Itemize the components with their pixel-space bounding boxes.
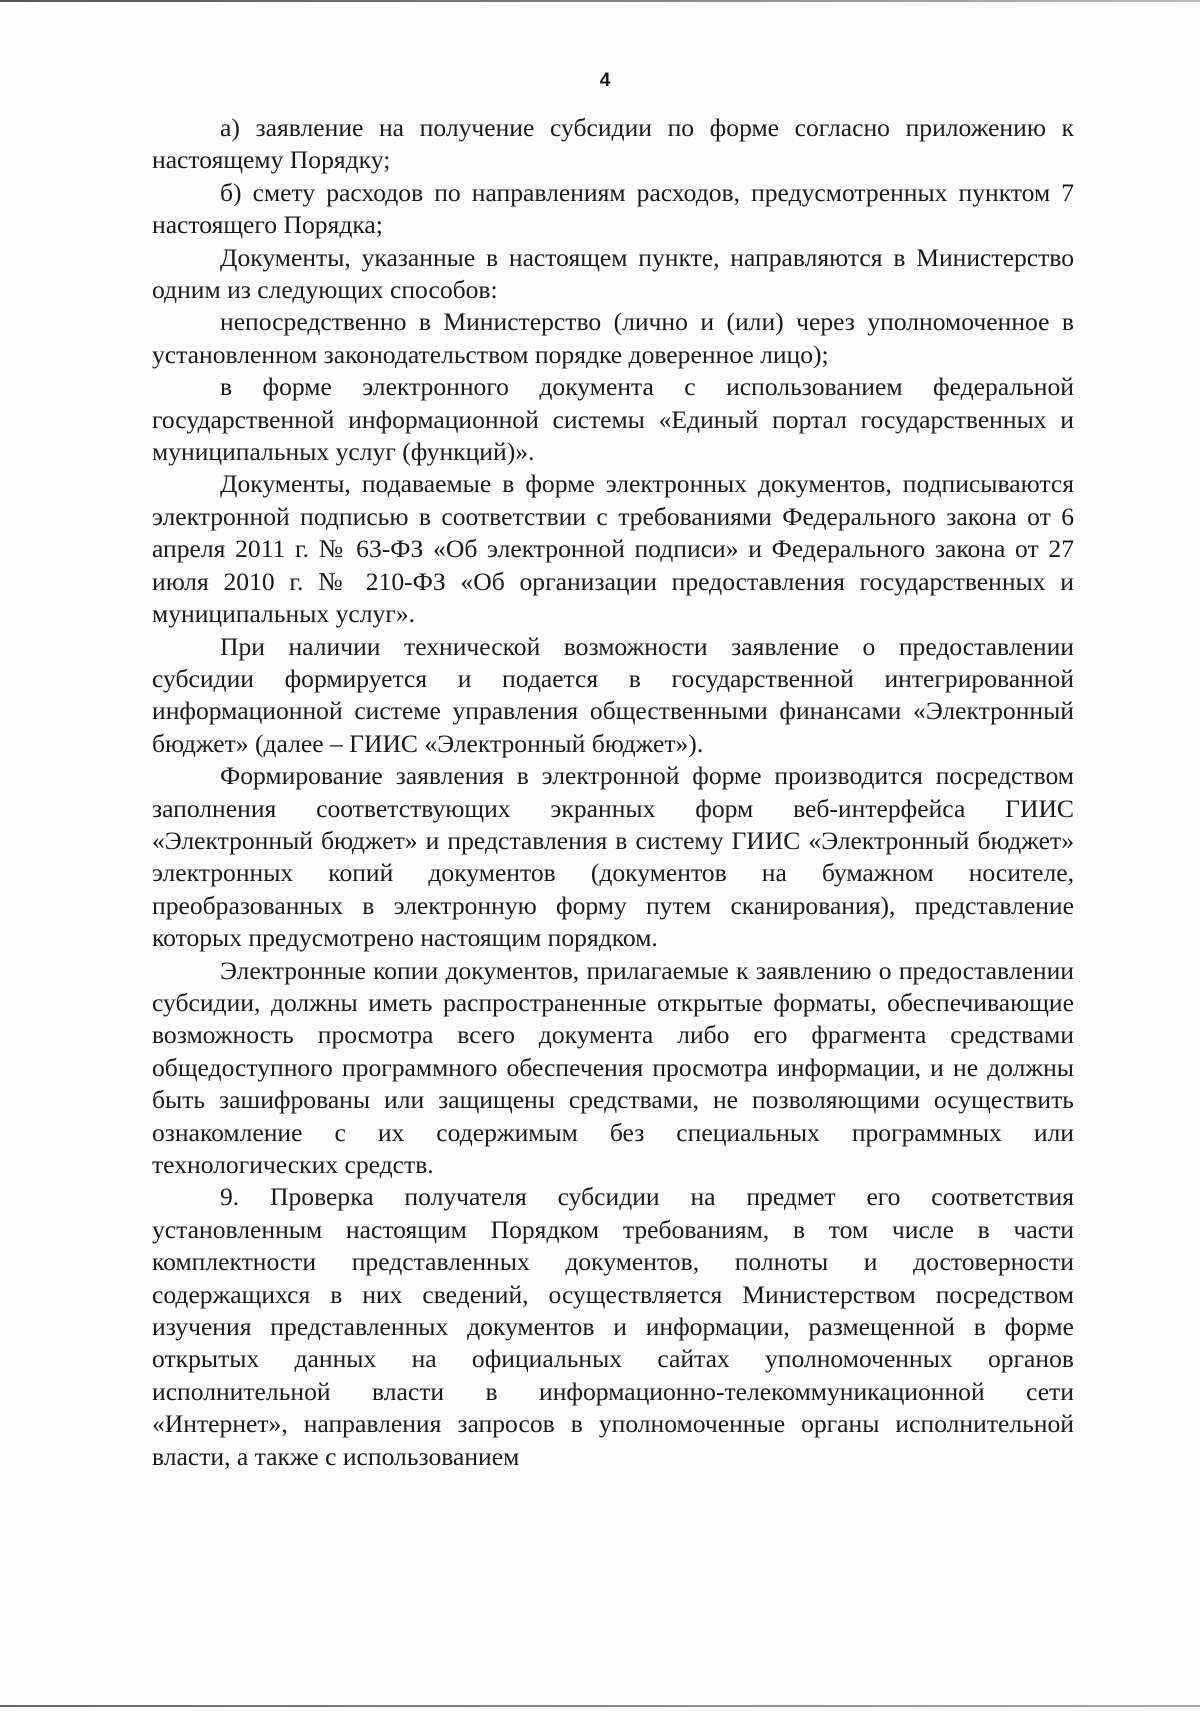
- paragraph-method-direct: непосредственно в Министерство (лично и (или) через уполномоченное в установленном законодательством порядке доверенное лицо);: [152, 307, 1074, 369]
- page-number: 4: [599, 70, 611, 91]
- scan-edge-bottom: [0, 1705, 1200, 1707]
- paragraph-electronic-signature: Документы, подаваемые в форме электронных документов, подписываются электронной подписью в соответствии с требованиями Федерального закона от 6 апреля 2011 г. № 63-ФЗ «Об электронной подписи» и Федерального закона от 27 июля 2010 г. № 210-ФЗ «Об организации предоставления государственных и муниципальных услуг».: [152, 469, 1074, 629]
- paragraph-giis-submission: При наличии технической возможности заявление о предоставлении субсидии формируется и подается в государственной интегрированной информационной системе управления общественными финансами «Электронный бюджет» (далее – ГИИС «Электронный бюджет»).: [152, 631, 1074, 758]
- paragraph-form-filling: Формирование заявления в электронной форме производится посредством заполнения соответствующих экранных форм веб-интерфейса ГИИС «Электронный бюджет» и представления в систему ГИИС «Электронный бюджет» электронных копий документов (документов на бумажном носителе, преобразованных в электронную форму путем сканирования), представление которых предусмотрено настоящим порядком.: [152, 761, 1074, 953]
- paragraph-submission-methods: Документы, указанные в настоящем пункте, направляются в Министерство одним из следующих способов:: [152, 242, 1074, 305]
- paragraph-item-b: б) смету расходов по направлениям расходов, предусмотренных пунктом 7 настоящего Порядка;: [152, 177, 1074, 240]
- paragraph-method-electronic: в форме электронного документа с использованием федеральной государственной информационной системы «Единый портал государственных и муниципальных услуг (функций)».: [152, 372, 1074, 467]
- paragraph-electronic-copies: Электронные копии документов, прилагаемые к заявлению о предоставлении субсидии, должны иметь распространенные открытые форматы, обеспечивающие возможность просмотра всего документа либо его фрагмента средствами общедоступного программного обеспечения просмотра информации, и не должны быть зашифрованы или защищены средствами, не позволяющими осуществить ознакомление с их содержимым без специальных программных или технологических средств.: [152, 955, 1074, 1179]
- paragraph-item-a: а) заявление на получение субсидии по форме согласно приложению к настоящему Порядку;: [152, 113, 1074, 175]
- document-body: [152, 112, 1074, 1473]
- paragraph-section-9: 9. Проверка получателя субсидии на предмет его соответствия установленным настоящим Порядком требованиям, в том числе в части комплектности представленных документов, полноты и достоверности содержащихся в них сведений, осуществляется Министерством посредством изучения представленных документов и информации, размещенной в форме открытых данных на официальных сайтах уполномоченных органов исполнительной власти в информационно-телекоммуникационной сети «Интернет», направления запросов в уполномоченные органы исполнительной власти, а также с использованием: [152, 1182, 1074, 1471]
- scan-edge-top: [0, 0, 1200, 2]
